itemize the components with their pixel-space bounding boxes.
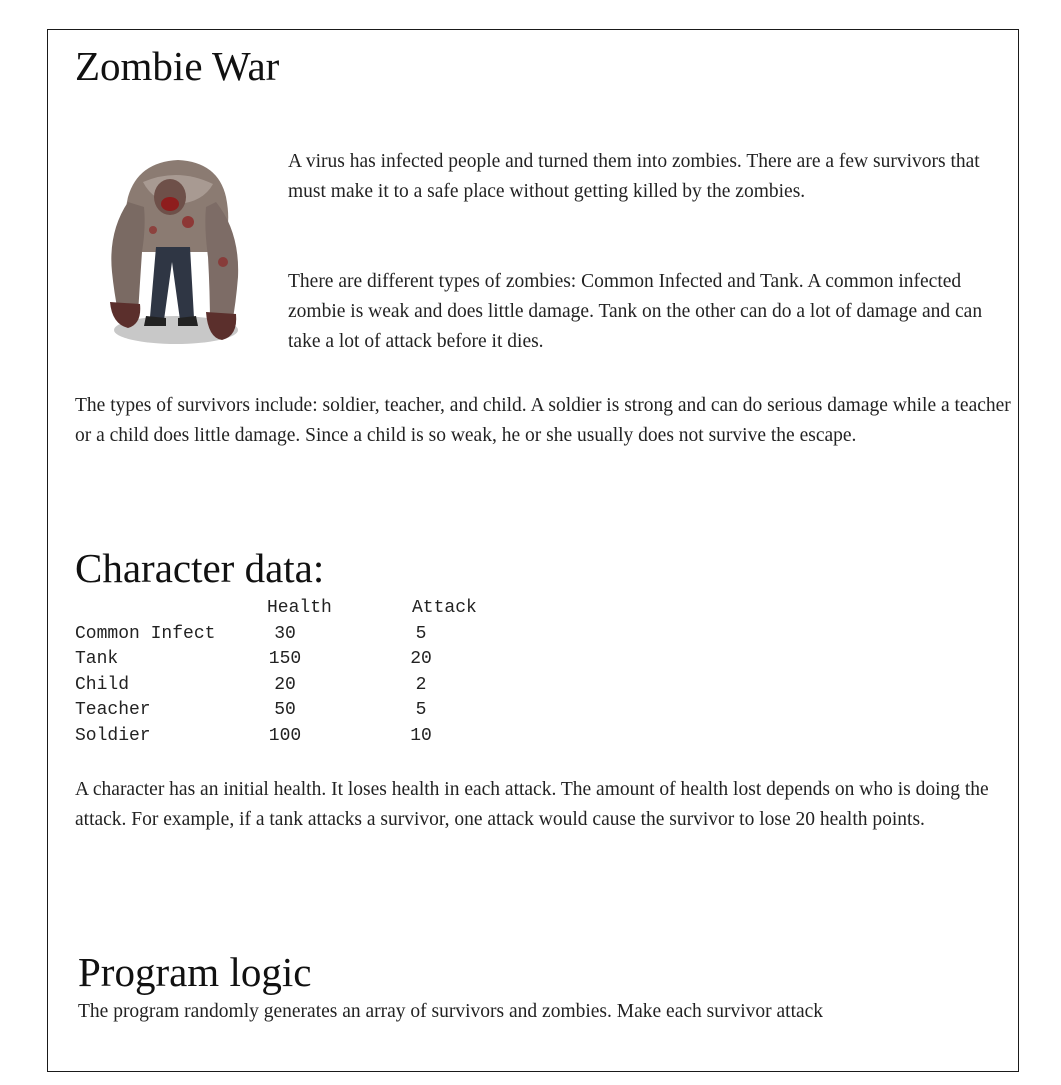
health-paragraph: A character has an initial health. It loses health in each attack. The amount of health lost depends on who is doing the attack. For example, if a tank attacks a survivor, one attack would cause the survivor to lose 20 health points. — [75, 779, 989, 830]
row-attack: 5 — [415, 623, 427, 644]
row-attack: 10 — [410, 725, 432, 746]
row-attack: 5 — [415, 700, 427, 720]
row-health: 50 — [274, 700, 296, 720]
intro-paragraph-1: A virus has infected people and turned them into zombies. There are a few survivors that must make it to a safe place without getting killed by the zombies. — [288, 151, 980, 202]
row-name: Child — [75, 674, 130, 695]
tank-zombie-icon — [98, 142, 248, 347]
row-health: 100 — [268, 725, 302, 746]
row-name: Soldier — [75, 725, 151, 746]
character-data-heading: Character data: — [75, 545, 325, 591]
row-attack: 20 — [410, 649, 432, 669]
intro-paragraph-2: There are different types of zombies: Common Infected and Tank. A common infected zombie is weak and does little damage. Tank on the other can do a lot of damage and can take a lot of attack before it dies. — [288, 271, 983, 352]
row-health: 150 — [268, 649, 302, 669]
row-health: 20 — [274, 674, 296, 695]
program-logic-heading: Program logic — [78, 949, 312, 995]
row-attack: 2 — [415, 674, 427, 695]
header-attack: Attack — [412, 598, 477, 618]
document-page — [47, 29, 1019, 1072]
header-health: Health — [267, 598, 332, 618]
row-name: Tank — [75, 649, 119, 669]
row-name: Teacher — [75, 700, 151, 720]
row-health: 30 — [274, 623, 296, 644]
program-logic-paragraph: The program randomly generates an array of survivors and zombies. Make each survivor attack — [78, 1001, 824, 1022]
row-name: Common Infect — [75, 623, 216, 644]
survivors-paragraph: The types of survivors include: soldier, teacher, and child. A soldier is strong and can do serious damage while a teacher or a child does little damage. Since a child is so weak, he or she usually does not survive the escape. — [75, 395, 1011, 446]
document-title: Zombie War — [75, 43, 280, 89]
